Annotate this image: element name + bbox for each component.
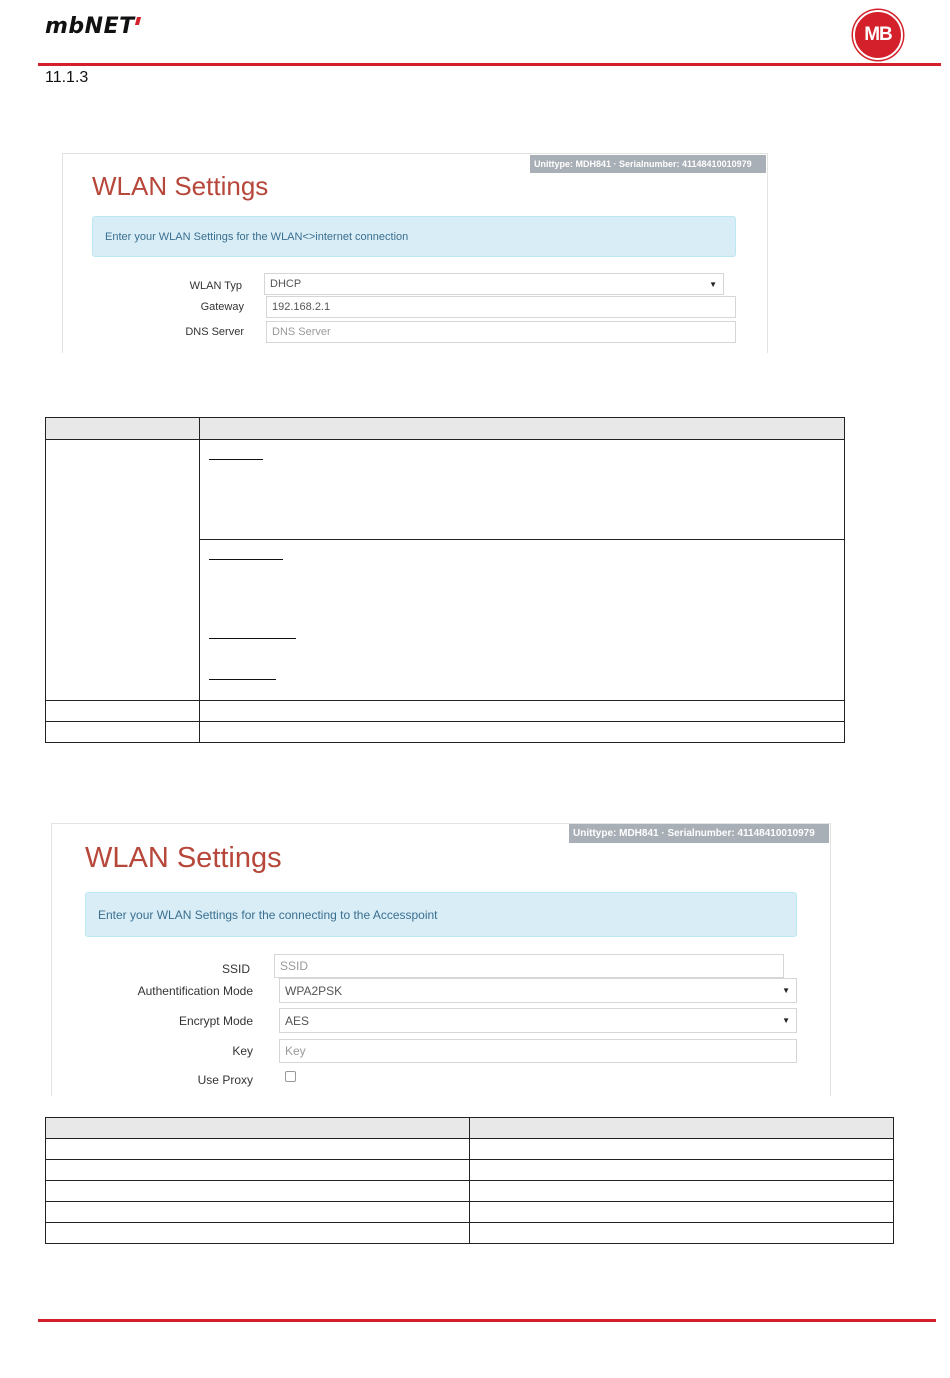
page-title: WLAN Settings bbox=[85, 842, 282, 874]
table-cell bbox=[470, 1223, 894, 1244]
dns-server-input[interactable] bbox=[266, 321, 736, 343]
dns-server-placeholder: DNS Server bbox=[272, 326, 331, 338]
encrypt-mode-label: Encrypt Mode bbox=[178, 1014, 253, 1028]
wlan-typ-label: WLAN Typ bbox=[189, 280, 242, 292]
table-cell bbox=[46, 722, 200, 743]
auth-mode-value: WPA2PSK bbox=[285, 983, 343, 998]
header-divider bbox=[38, 63, 941, 66]
table-row bbox=[46, 1160, 894, 1181]
parameter-table-2 bbox=[45, 1117, 894, 1244]
table-cell bbox=[200, 540, 845, 701]
wlan-typ-value: DHCP bbox=[270, 278, 302, 290]
triangle-down-icon: ▼ bbox=[709, 279, 717, 289]
info-alert-text: Enter your WLAN Settings for the connecting to the Accesspoint bbox=[98, 907, 438, 922]
table-row bbox=[46, 1181, 894, 1202]
table-header-cell bbox=[46, 1118, 470, 1139]
auth-mode-select[interactable] bbox=[279, 978, 797, 1003]
table-cell bbox=[200, 722, 845, 743]
table-cell bbox=[470, 1160, 894, 1181]
table-cell bbox=[46, 701, 200, 722]
encrypt-mode-value: AES bbox=[285, 1013, 310, 1028]
table-header-cell bbox=[200, 418, 845, 440]
table-header-cell bbox=[46, 418, 200, 440]
table-row bbox=[46, 1139, 894, 1160]
table-row bbox=[46, 1223, 894, 1244]
underlined-heading bbox=[209, 559, 283, 560]
underlined-heading bbox=[209, 459, 263, 460]
unit-info-badge: Unittype: MDH841 · Serialnumber: 41148410010979 bbox=[530, 155, 766, 173]
key-label: Key bbox=[232, 1044, 253, 1058]
gateway-input[interactable] bbox=[266, 296, 736, 318]
info-alert bbox=[85, 892, 797, 937]
table-cell bbox=[46, 1181, 470, 1202]
logo-text: mbNET bbox=[45, 14, 135, 39]
table-row bbox=[46, 440, 845, 540]
dns-server-label: DNS Server bbox=[185, 326, 244, 338]
table-row bbox=[46, 722, 845, 743]
table-row bbox=[46, 1202, 894, 1223]
info-alert bbox=[92, 216, 736, 257]
table-row bbox=[46, 701, 845, 722]
gateway-value: 192.168.2.1 bbox=[272, 301, 331, 313]
table-header-row bbox=[46, 418, 845, 440]
table-header-row bbox=[46, 1118, 894, 1139]
table-cell bbox=[200, 701, 845, 722]
wlan-typ-select[interactable] bbox=[264, 273, 724, 295]
info-alert-text: Enter your WLAN Settings for the WLAN<>internet connection bbox=[105, 230, 409, 243]
underlined-heading bbox=[209, 679, 276, 680]
table-cell bbox=[46, 1223, 470, 1244]
triangle-down-icon: ▼ bbox=[782, 1016, 790, 1025]
parameter-table-1 bbox=[45, 417, 845, 743]
ssid-placeholder: SSID bbox=[280, 959, 309, 973]
auth-mode-label: Authentification Mode bbox=[137, 984, 253, 998]
mbnet-logo bbox=[45, 14, 140, 39]
table-header-cell bbox=[470, 1118, 894, 1139]
use-proxy-label: Use Proxy bbox=[197, 1073, 253, 1087]
footer-divider bbox=[38, 1319, 936, 1322]
table-cell bbox=[46, 1160, 470, 1181]
table-cell bbox=[46, 440, 200, 701]
table-cell bbox=[200, 440, 845, 540]
table-cell bbox=[470, 1139, 894, 1160]
triangle-down-icon: ▼ bbox=[782, 986, 790, 995]
key-placeholder: Key bbox=[285, 1044, 306, 1058]
encrypt-mode-select[interactable] bbox=[279, 1008, 797, 1033]
underlined-heading bbox=[209, 638, 296, 639]
table-cell bbox=[46, 1139, 470, 1160]
logo-mark-icon bbox=[135, 17, 141, 25]
key-input[interactable] bbox=[279, 1039, 797, 1063]
page-title: WLAN Settings bbox=[92, 171, 269, 201]
ssid-input[interactable] bbox=[274, 954, 784, 978]
table-cell bbox=[470, 1181, 894, 1202]
unit-info-badge: Unittype: MDH841 · Serialnumber: 41148410010979 bbox=[569, 824, 829, 843]
table-cell bbox=[470, 1202, 894, 1223]
section-number: 11.1.3 bbox=[45, 69, 89, 86]
use-proxy-checkbox[interactable] bbox=[285, 1071, 296, 1082]
gateway-label: Gateway bbox=[200, 301, 244, 313]
mb-badge-logo: MB bbox=[853, 10, 903, 60]
table-cell bbox=[46, 1202, 470, 1223]
ssid-label: SSID bbox=[221, 962, 250, 976]
